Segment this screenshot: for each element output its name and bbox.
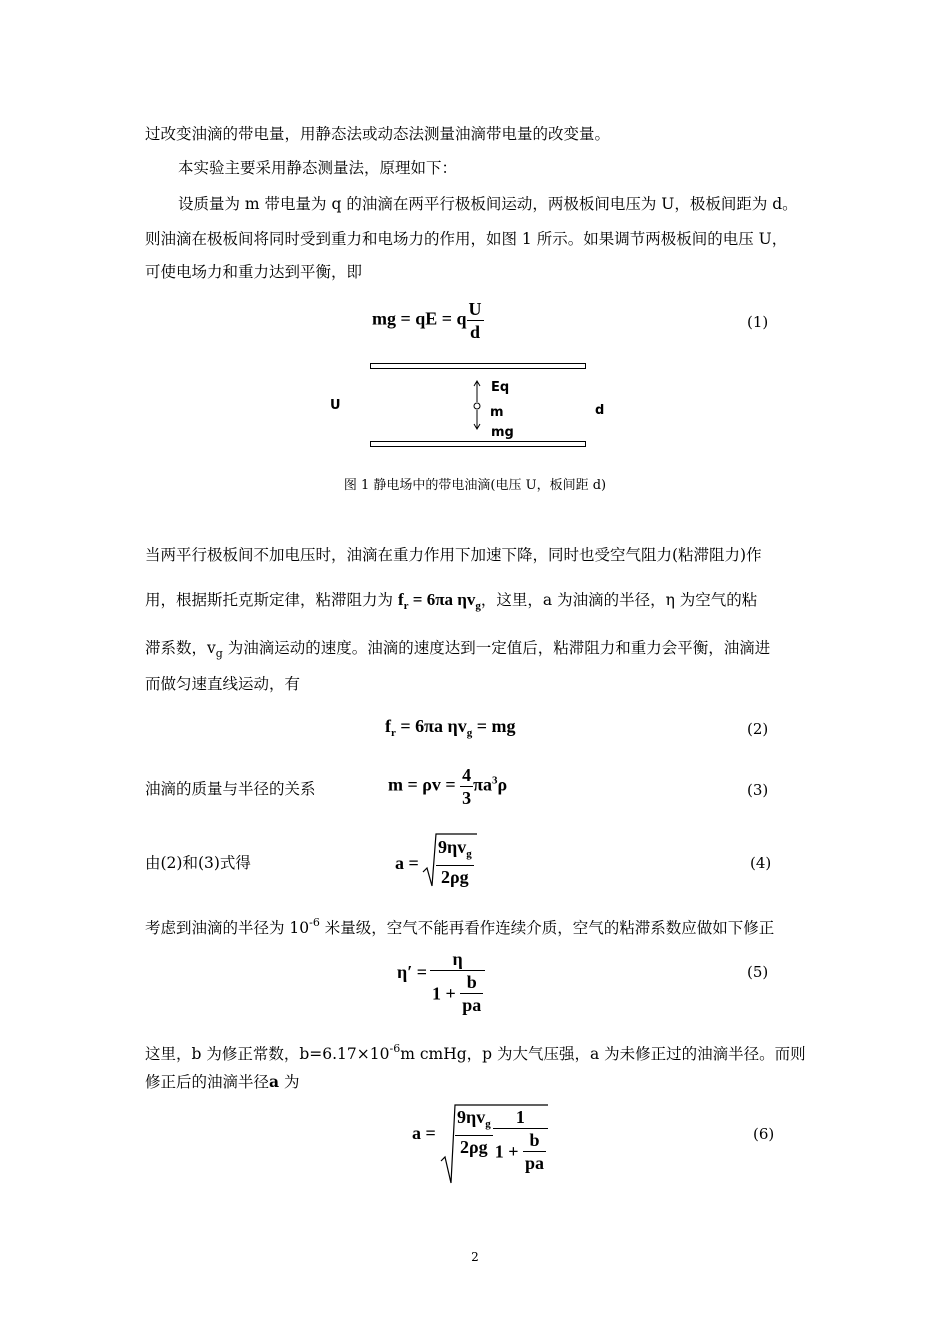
paragraph-with-inline-equation <box>145 590 810 616</box>
subscript-text: g <box>215 647 223 660</box>
eq-numerator <box>455 1106 493 1136</box>
equation-1-fraction <box>467 298 484 343</box>
paragraph-text: m cmHg，p 为大气压强，a 为未修正过的油滴半径。而则 <box>400 1045 806 1063</box>
eq-part: 1 + <box>494 1141 523 1162</box>
eq-fraction <box>436 836 474 888</box>
oil-drop <box>474 403 480 409</box>
voltage-label: U <box>330 398 341 413</box>
eq-sup: 3 <box>492 774 498 787</box>
equation-2 <box>385 716 516 739</box>
paragraph-text: 由(2)和(3)式得 <box>145 854 251 872</box>
eq-numerator: b <box>523 1129 546 1152</box>
equation-1-denominator: d <box>470 322 481 342</box>
eq-sub: g <box>466 727 473 739</box>
paragraph-text: 当两平行极板间不加电压时，油滴在重力作用下加速下降，同时也受空气阻力(粘滞阻力)作 <box>145 546 762 564</box>
equation-5-lhs: η′ = <box>397 962 428 982</box>
paragraph-text: ，这里，a 为油滴的半径，η 为空气的粘 <box>480 591 758 609</box>
eq-part: ρ <box>497 774 508 795</box>
eq-denominator <box>493 1129 548 1174</box>
inline-eq-sub: g <box>475 600 481 612</box>
gravity-label: mg <box>491 425 514 440</box>
eq-numerator: b <box>460 971 483 994</box>
eq-part: πa <box>473 774 493 795</box>
upper-plate <box>370 363 586 369</box>
eq-inner-fraction <box>523 1129 546 1174</box>
force-arrows-diagram <box>468 378 488 434</box>
paragraph-text: 设质量为 m 带电量为 q 的油滴在两平行极板间运动，两极板间电压为 U，极板间距为 d。 <box>178 195 798 213</box>
paragraph-text <box>145 638 810 664</box>
eq-numerator <box>436 836 474 866</box>
paragraph-text: 过改变油滴的带电量，用静态法或动态法测量油滴带电量的改变量。 <box>145 125 611 143</box>
eq-part: 9ηv <box>457 1107 486 1127</box>
paragraph-text <box>145 1072 810 1092</box>
equation-6-number: (6) <box>753 1125 775 1143</box>
lower-plate <box>370 441 586 447</box>
equation-5-number: (5) <box>747 963 769 981</box>
eq-sub: g <box>466 848 472 860</box>
eq-sub: r <box>391 727 396 739</box>
paragraph-text: 油滴的质量与半径的关系 <box>145 780 316 798</box>
page-number: 2 <box>471 1250 479 1264</box>
eq-fraction <box>430 948 485 1016</box>
equation-1-numerator: U <box>468 299 482 319</box>
electric-force-label: Eq <box>491 380 510 395</box>
paragraph-text: 米量级，空气不能再看作连续介质，空气的粘滞系数应做如下修正 <box>319 919 775 937</box>
equation-1-number: (1) <box>747 313 769 331</box>
superscript-text: -6 <box>389 1042 401 1055</box>
figure-caption: 图 1 静电场中的带电油滴(电压 U，板间距 d) <box>343 478 607 493</box>
eq-part: = 6πa ηv <box>395 716 467 736</box>
mass-label: m <box>490 405 504 420</box>
paragraph-text: 则油滴在极板间将同时受到重力和电场力的作用，如图 1 所示。如果调节两极板间的电压 U， <box>145 230 788 248</box>
inline-eq-part: = 6πa ηv <box>408 590 476 609</box>
equation-2-number: (2) <box>747 720 769 738</box>
paragraph-text <box>145 913 810 938</box>
eq-fraction <box>455 1106 493 1158</box>
eq-part: m = ρv = <box>388 774 461 795</box>
paragraph-text: 为 <box>279 1073 300 1091</box>
eq-sub: g <box>485 1118 491 1130</box>
equation-4-lhs: a = <box>395 853 419 873</box>
eq-numerator: 1 <box>493 1106 548 1129</box>
eq-numerator: η <box>430 948 485 971</box>
paragraph-text: 为油滴运动的速度。油滴的速度达到一定值后，粘滞阻力和重力会平衡，油滴进 <box>222 639 771 657</box>
eq-fraction <box>460 764 473 809</box>
equation-3 <box>388 764 507 809</box>
eq-denominator: 3 <box>462 788 472 808</box>
inline-equation-drag <box>397 590 481 612</box>
eq-part: = mg <box>472 716 516 736</box>
paragraph-text: 考虑到油滴的半径为 10 <box>145 919 310 937</box>
paragraph-text: 这里，b 为修正常数，b=6.17×10 <box>145 1045 390 1063</box>
equation-5-fraction <box>430 948 485 1016</box>
eq-numerator: 4 <box>462 765 472 785</box>
paragraph-text <box>145 1039 810 1064</box>
inline-eq-part: f <box>397 590 404 609</box>
equation-1 <box>372 298 484 343</box>
paragraph-text: 而做匀速直线运动，有 <box>145 675 301 693</box>
equation-3-number: (3) <box>747 781 769 799</box>
eq-denominator: 2ρg <box>460 1137 488 1157</box>
bold-variable: a <box>269 1072 280 1091</box>
equation-6-lhs: a = <box>412 1123 436 1143</box>
distance-label: d <box>595 403 605 418</box>
equation-4-number: (4) <box>750 854 772 872</box>
equation-1-lhs: mg = qE = q <box>372 308 467 329</box>
eq-fraction <box>493 1106 548 1174</box>
eq-inner-fraction <box>460 971 483 1016</box>
eq-denominator: 2ρg <box>441 867 469 887</box>
paragraph-text: 滞系数，v <box>145 639 216 657</box>
paragraph-text: 本实验主要采用静态测量法，原理如下： <box>178 159 458 177</box>
inline-eq-sub: r <box>403 600 409 612</box>
eq-part: 9ηv <box>438 837 467 857</box>
eq-part: f <box>385 716 391 736</box>
equation-6-fractions <box>455 1106 548 1174</box>
eq-denominator: pa <box>462 995 482 1015</box>
eq-denominator: pa <box>525 1153 545 1173</box>
paragraph-text: 可使电场力和重力达到平衡，即 <box>145 263 363 281</box>
eq-part: 1 + <box>432 983 461 1004</box>
paragraph-text: 用，根据斯托克斯定律，粘滞阻力为 <box>145 591 394 609</box>
superscript-text: -6 <box>309 916 320 929</box>
eq-denominator <box>430 971 485 1016</box>
equation-4-fraction <box>436 836 474 888</box>
paragraph-text: 修正后的油滴半径 <box>145 1073 270 1091</box>
